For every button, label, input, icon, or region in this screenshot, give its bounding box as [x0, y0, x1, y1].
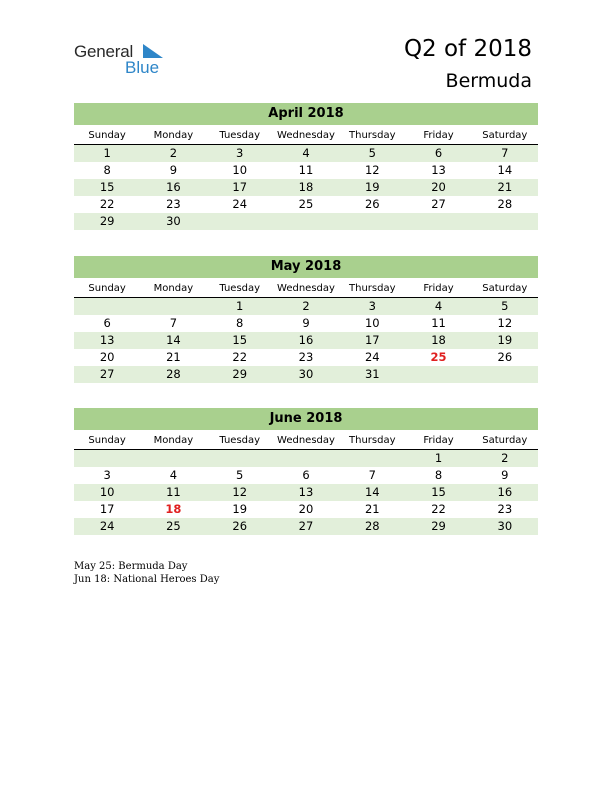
- day-cell: 4: [302, 146, 310, 160]
- day-cell: 16: [497, 485, 513, 499]
- empty-day-cell: [273, 450, 339, 467]
- day-cell: 2: [302, 299, 310, 313]
- month-title: May 2018: [74, 256, 538, 278]
- empty-day-cell: [405, 366, 471, 383]
- day-cell: 28: [166, 367, 181, 381]
- day-cell: 29: [431, 519, 446, 533]
- day-cell: 10: [232, 163, 248, 177]
- week-row: [74, 179, 538, 196]
- day-cell: 13: [99, 333, 115, 347]
- week-row: [74, 366, 538, 383]
- day-cell: 16: [298, 333, 314, 347]
- day-cell: 26: [497, 350, 513, 364]
- day-cell: 17: [364, 333, 380, 347]
- week-row: [74, 349, 538, 366]
- day-cell: 4: [169, 468, 178, 482]
- day-cell: 2: [169, 146, 178, 160]
- week-row: [74, 484, 538, 501]
- week-row: [74, 196, 538, 213]
- day-cell: 9: [302, 316, 310, 330]
- day-cell: 8: [434, 468, 443, 482]
- day-cell: 5: [501, 299, 509, 313]
- day-cell: 11: [431, 316, 446, 330]
- holiday-notes: [74, 560, 219, 586]
- day-cell: 19: [232, 502, 248, 516]
- week-row: [74, 213, 538, 230]
- day-cell: 7: [368, 468, 376, 482]
- weekday-header-row: [74, 434, 538, 450]
- day-cell: 21: [166, 350, 181, 364]
- day-cell: 3: [368, 299, 376, 313]
- day-cell: 18: [431, 333, 446, 347]
- weekday-label: Wednesday: [277, 130, 335, 141]
- day-cell: 28: [364, 519, 380, 533]
- holiday-note: May 25: Bermuda Day: [74, 561, 188, 572]
- day-cell: 30: [497, 519, 513, 533]
- day-cell: 20: [99, 350, 115, 364]
- day-cell: 15: [99, 180, 115, 194]
- day-cell: 12: [497, 316, 513, 330]
- day-cell: 3: [103, 468, 111, 482]
- day-cell: 30: [166, 214, 181, 228]
- day-cell: 25: [298, 197, 314, 211]
- weekday-header-row: [74, 282, 538, 298]
- month-calendar: [74, 408, 538, 535]
- day-cell: 13: [298, 485, 314, 499]
- empty-day-cell: [472, 213, 538, 230]
- day-cell: 2: [501, 451, 509, 465]
- day-cell: 31: [364, 367, 380, 381]
- empty-day-cell: [339, 450, 405, 467]
- day-cell: 9: [169, 163, 178, 177]
- weekday-label: Thursday: [349, 435, 396, 446]
- week-row: [74, 467, 538, 484]
- day-cell: 12: [364, 163, 380, 177]
- weekday-label: Wednesday: [277, 283, 335, 294]
- day-cell: 5: [236, 468, 244, 482]
- weekday-label: Sunday: [88, 283, 126, 294]
- weekday-label: Thursday: [349, 130, 396, 141]
- generalblue-logo: [74, 42, 184, 82]
- weekday-label: Friday: [423, 435, 454, 446]
- day-cell: 3: [236, 146, 244, 160]
- day-cell: 8: [236, 316, 244, 330]
- weekday-label: Saturday: [482, 130, 528, 141]
- day-cell: 23: [166, 197, 181, 211]
- empty-day-cell: [140, 450, 206, 467]
- empty-day-cell: [472, 366, 538, 383]
- day-cell: 24: [99, 519, 115, 533]
- day-cell: 29: [232, 367, 248, 381]
- empty-day-cell: [207, 450, 273, 467]
- day-cell: 11: [166, 485, 181, 499]
- day-cell: 14: [364, 485, 380, 499]
- week-row: [74, 298, 538, 315]
- week-row: [74, 145, 538, 162]
- day-cell: 10: [364, 316, 380, 330]
- day-cell: 6: [434, 146, 443, 160]
- day-cell: 7: [169, 316, 178, 330]
- month-calendar: [74, 256, 538, 383]
- day-cell: 14: [166, 333, 181, 347]
- day-cell: 19: [497, 333, 513, 347]
- empty-day-cell: [74, 298, 140, 315]
- weekday-label: Tuesday: [219, 283, 261, 294]
- weekday-label: Saturday: [482, 283, 528, 294]
- day-cell: 22: [232, 350, 248, 364]
- weekday-label: Friday: [423, 130, 454, 141]
- day-cell: 17: [232, 180, 248, 194]
- day-cell: 18: [298, 180, 314, 194]
- day-cell: 24: [364, 350, 380, 364]
- day-cell: 10: [99, 485, 115, 499]
- weekday-label: Sunday: [88, 435, 126, 446]
- holiday-note: Jun 18: National Heroes Day: [74, 574, 220, 585]
- day-cell: 7: [501, 146, 509, 160]
- day-cell: 28: [497, 197, 513, 211]
- week-row: [74, 501, 538, 518]
- page-title: Q2 of 2018: [403, 36, 532, 62]
- day-cell: 9: [501, 468, 509, 482]
- logo-general-text: General: [74, 42, 134, 61]
- day-cell: 15: [431, 485, 446, 499]
- day-cell: 22: [99, 197, 115, 211]
- day-cell: 1: [236, 299, 244, 313]
- week-row: [74, 315, 538, 332]
- page-subtitle: Bermuda: [445, 70, 532, 92]
- day-cell: 24: [232, 197, 248, 211]
- day-cell: 4: [434, 299, 443, 313]
- empty-day-cell: [339, 213, 405, 230]
- weekday-label: Thursday: [349, 283, 396, 294]
- day-cell: 23: [497, 502, 513, 516]
- day-cell: 30: [298, 367, 314, 381]
- weekday-label: Tuesday: [219, 130, 261, 141]
- day-cell: 5: [368, 146, 376, 160]
- day-cell: 16: [166, 180, 181, 194]
- week-row: [74, 162, 538, 179]
- weekday-label: Wednesday: [277, 435, 335, 446]
- day-cell: 12: [232, 485, 248, 499]
- day-cell: 19: [364, 180, 380, 194]
- weekday-label: Saturday: [482, 435, 528, 446]
- day-cell: 23: [298, 350, 314, 364]
- day-cell: 25: [166, 519, 181, 533]
- day-cell: 1: [434, 451, 443, 465]
- logo-blue-text: Blue: [125, 58, 160, 77]
- day-cell: 27: [431, 197, 446, 211]
- empty-day-cell: [207, 213, 273, 230]
- month-calendar: [74, 103, 538, 230]
- month-title: June 2018: [74, 408, 538, 430]
- day-cell: 1: [103, 146, 111, 160]
- day-cell: 8: [103, 163, 111, 177]
- day-cell: 25: [430, 350, 447, 364]
- week-row: [74, 332, 538, 349]
- week-row: [74, 450, 538, 467]
- day-cell: 6: [103, 316, 111, 330]
- weekday-label: Monday: [153, 435, 194, 446]
- day-cell: 26: [364, 197, 380, 211]
- day-cell: 21: [364, 502, 380, 516]
- day-cell: 20: [298, 502, 314, 516]
- weekday-label: Friday: [423, 283, 454, 294]
- day-cell: 21: [497, 180, 513, 194]
- day-cell: 13: [431, 163, 446, 177]
- day-cell: 15: [232, 333, 248, 347]
- day-cell: 14: [497, 163, 513, 177]
- day-cell: 6: [302, 468, 310, 482]
- weekday-label: Tuesday: [219, 435, 261, 446]
- weekday-label: Sunday: [88, 130, 126, 141]
- weekday-label: Monday: [153, 130, 194, 141]
- empty-day-cell: [140, 298, 206, 315]
- day-cell: 22: [431, 502, 446, 516]
- day-cell: 27: [298, 519, 314, 533]
- day-cell: 18: [165, 502, 182, 516]
- day-cell: 29: [99, 214, 115, 228]
- week-row: [74, 518, 538, 535]
- day-cell: 26: [232, 519, 248, 533]
- day-cell: 11: [298, 163, 314, 177]
- weekday-header-row: [74, 129, 538, 145]
- day-cell: 27: [99, 367, 115, 381]
- empty-day-cell: [74, 450, 140, 467]
- day-cell: 17: [99, 502, 115, 516]
- weekday-label: Monday: [153, 283, 194, 294]
- empty-day-cell: [405, 213, 471, 230]
- day-cell: 20: [431, 180, 446, 194]
- month-title: April 2018: [74, 103, 538, 125]
- empty-day-cell: [273, 213, 339, 230]
